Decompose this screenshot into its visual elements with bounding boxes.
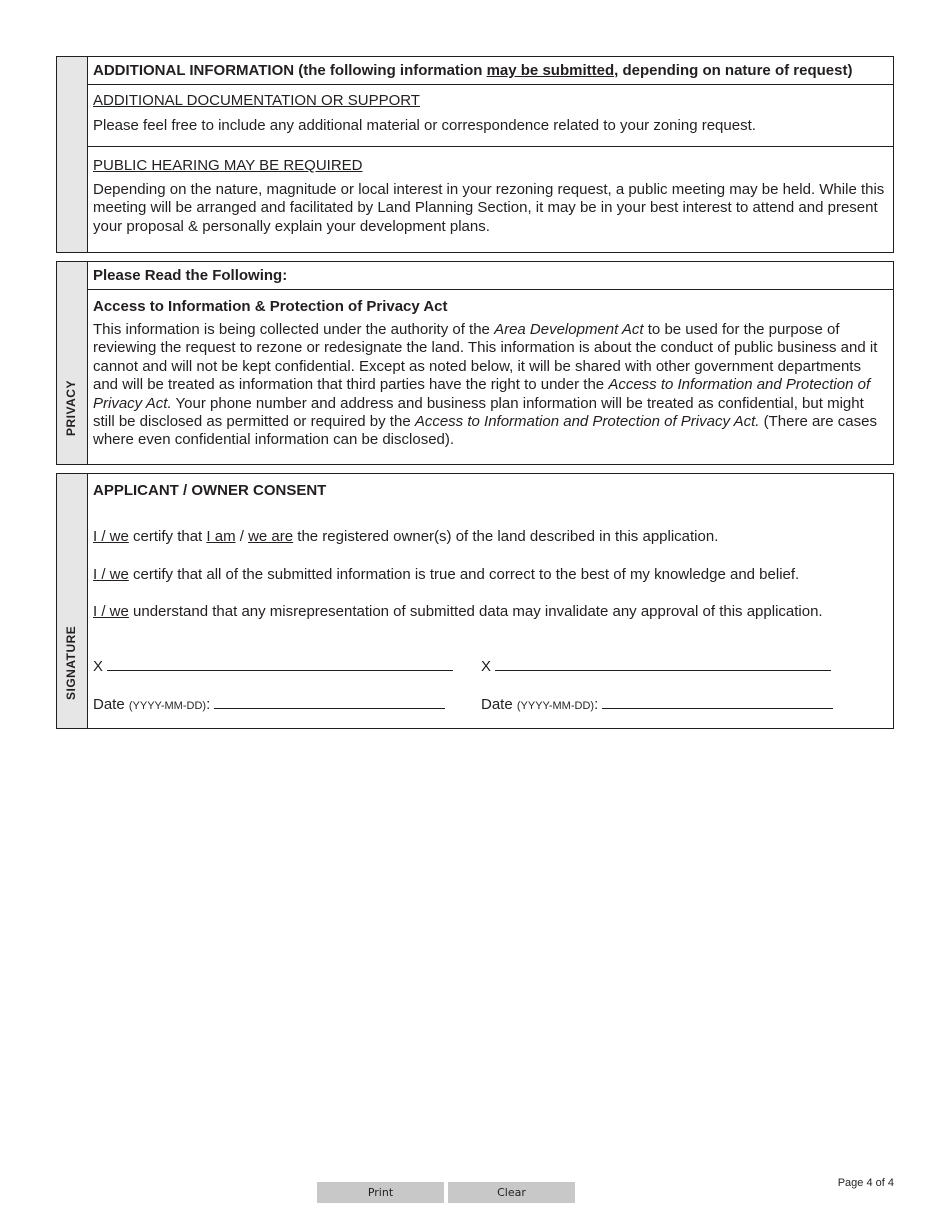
documentation-title: ADDITIONAL DOCUMENTATION OR SUPPORT — [93, 92, 420, 109]
signature-side-label: SIGNATURE — [64, 625, 78, 700]
additional-header: ADDITIONAL INFORMATION (the following information may be submitted, depending on nature of request) — [88, 57, 893, 85]
privacy-header: Please Read the Following: — [88, 262, 893, 290]
privacy-section — [56, 261, 894, 465]
signature-field-2[interactable]: X — [481, 658, 831, 675]
documentation-text: Please feel free to include any additional material or correspondence related to your zoning request. — [93, 116, 756, 134]
signature-field-1[interactable]: X — [93, 658, 453, 675]
date-field-2[interactable]: Date (YYYY-MM-DD): — [481, 696, 833, 713]
privacy-content — [88, 262, 893, 464]
public-hearing-title: PUBLIC HEARING MAY BE REQUIRED — [93, 157, 363, 174]
additional-side-bar — [57, 57, 88, 252]
signature-side-bar — [57, 474, 88, 728]
privacy-text: This information is being collected under the authority of the Area Development Act to be used for the purpose of reviewing the request to rezone or redesignate the land. This information is about the conduct of public business and it cannot and will not be kept confidential. Except as noted below, it will be shared with other government departments and will be treated as information that third parties have the right to under the Access to Information and Protection of Privacy Act. Your phone number and address and business plan information will be treated as confidential, but might still be disclosed as permitted or required by the Access to Information and Protection of Privacy Act. (There are cases where even confidential information can be disclosed). — [93, 321, 878, 449]
additional-content — [88, 57, 893, 252]
clear-button[interactable]: Clear — [448, 1182, 575, 1203]
signature-content — [88, 474, 893, 728]
consent-statement-misrepresentation: I / we understand that any misrepresentation of submitted data may invalidate any approval of this application. — [93, 603, 823, 620]
privacy-subtitle: Access to Information & Protection of Privacy Act — [93, 298, 448, 315]
public-hearing-text: Depending on the nature, magnitude or local interest in your rezoning request, a public meeting may be held. While this meeting will be arranged and facilitated by Land Planning Section, it may be in your best interest to attend and present your proposal & personally explain your development plans. — [93, 180, 885, 235]
consent-statement-owner: I / we certify that I am / we are the registered owner(s) of the land described in this application. — [93, 528, 719, 545]
consent-header: APPLICANT / OWNER CONSENT — [93, 482, 327, 499]
additional-information-section — [56, 56, 894, 253]
privacy-side-label: PRIVACY — [64, 380, 78, 436]
date-field-1[interactable]: Date (YYYY-MM-DD): — [93, 696, 445, 713]
page-number: Page 4 of 4 — [837, 1177, 894, 1189]
privacy-side-bar — [57, 262, 88, 464]
consent-statement-true: I / we certify that all of the submitted information is true and correct to the best of my knowledge and belief. — [93, 566, 800, 583]
print-button[interactable]: Print — [317, 1182, 444, 1203]
signature-section — [56, 473, 894, 729]
